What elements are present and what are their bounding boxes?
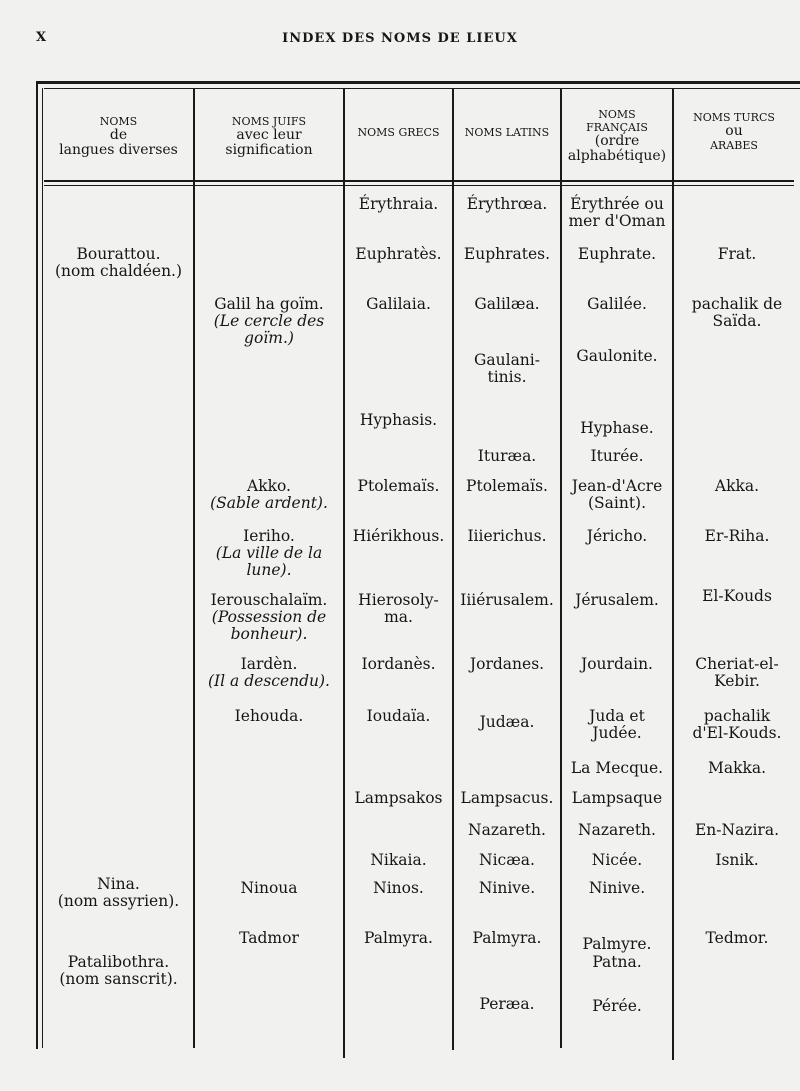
place-name: Galil ha goïm. [214, 295, 324, 313]
place-name: Lampsacus. [460, 789, 554, 807]
column-header-greek [345, 96, 452, 168]
column-header-french [562, 96, 672, 176]
table-cell-french [562, 296, 672, 313]
column-divider [452, 88, 454, 1050]
table-top-rule [38, 81, 800, 84]
table-cell-latin [454, 880, 560, 897]
place-name: Galilaia. [366, 295, 431, 313]
name-meaning: (La ville de la [215, 544, 323, 562]
table-cell-latin [454, 196, 560, 213]
place-name: Nazareth. [468, 821, 546, 839]
table-cell-greek [345, 790, 452, 807]
header-line: signification [225, 141, 313, 158]
table-cell-french [562, 998, 672, 1015]
table-cell-arab [674, 296, 800, 330]
name-meaning: lune). [246, 561, 292, 579]
table-cell-latin [454, 996, 560, 1013]
table-cell-greek [345, 656, 452, 673]
table-cell-jewish [195, 930, 343, 947]
place-name: (Saint). [587, 494, 647, 512]
column-header-jewish [195, 96, 343, 176]
place-name: Nicæa. [479, 851, 535, 869]
table-cell-latin [454, 528, 560, 545]
place-name: Euphrates. [463, 245, 551, 263]
table-cell-latin [454, 714, 560, 731]
place-name: Hyphasis. [359, 411, 438, 429]
table-cell-arab [674, 246, 800, 263]
table-cell-french [562, 880, 672, 897]
table-cell-french [562, 852, 672, 869]
table-cell-jewish [195, 528, 343, 579]
page-number: X [36, 30, 48, 45]
table-cell-french [562, 822, 672, 839]
table-cell-latin [454, 448, 560, 465]
place-name: Nikaia. [370, 851, 427, 869]
place-name: Isnik. [715, 851, 759, 869]
place-name: Judée. [592, 724, 642, 742]
header-line: NOMS LATINS [464, 125, 550, 139]
table-cell-french [562, 656, 672, 673]
table-cell-greek [345, 196, 452, 213]
table-cell-diverse [44, 954, 193, 988]
table-cell-jewish [195, 656, 343, 690]
name-meaning: bonheur). [230, 625, 308, 643]
table-cell-french [562, 592, 672, 609]
place-name: Bourattou. [76, 245, 161, 263]
table-cell-arab [674, 760, 800, 777]
place-name: En-Nazira. [694, 821, 780, 839]
place-name: Jean-d'Acre [571, 477, 663, 495]
header-line: avec leur [236, 126, 302, 143]
table-cell-greek [345, 478, 452, 495]
header-line: langues diverses [59, 141, 178, 158]
table-cell-arab [674, 708, 800, 742]
place-name: Jérusalem. [575, 591, 659, 609]
table-cell-latin [454, 822, 560, 839]
table-cell-greek [345, 880, 452, 897]
table-cell-greek [345, 930, 452, 947]
place-name: Akko. [247, 477, 291, 495]
place-name: Ptolemaïs. [466, 477, 548, 495]
place-name: Euphrate. [577, 245, 657, 263]
column-header-diverse [44, 96, 193, 176]
header-line: ARABES [710, 138, 758, 152]
place-name: Iturée. [590, 447, 644, 465]
name-meaning: goïm.) [244, 329, 294, 347]
table-cell-greek [345, 708, 452, 725]
place-name: La Mecque. [570, 759, 664, 777]
place-name: Jourdain. [581, 655, 653, 673]
place-name: Iehouda. [234, 707, 304, 725]
place-name: Cheriat-el- [695, 655, 779, 673]
header-bottom-rule [44, 180, 794, 182]
table-cell-latin [454, 790, 560, 807]
place-name: (nom assyrien). [57, 892, 180, 910]
place-name: Ninive. [478, 879, 536, 897]
name-meaning: (Il a descendu). [208, 672, 330, 690]
table-cell-diverse [44, 876, 193, 910]
table-cell-latin [454, 656, 560, 673]
table-cell-french [562, 954, 672, 971]
place-name: tinis. [487, 368, 527, 386]
place-name: Iardèn. [240, 655, 298, 673]
header-line: NOMS JUIFS [231, 114, 307, 128]
place-name: (nom chaldéen.) [54, 262, 183, 280]
place-name: Euphratès. [355, 245, 442, 263]
table-cell-arab [674, 588, 800, 605]
header-line: ou [725, 122, 743, 139]
place-name: Tadmor [239, 929, 299, 947]
table-cell-greek [345, 296, 452, 313]
place-name: Nazareth. [578, 821, 656, 839]
place-name: Peræa. [479, 995, 535, 1013]
table-cell-arab [674, 930, 800, 947]
place-name: Nina. [97, 875, 140, 893]
place-name: El-Kouds [702, 587, 772, 605]
header-line: (ordre [594, 133, 640, 149]
column-divider [672, 88, 674, 1060]
place-name: Gaulani- [474, 351, 540, 369]
place-name: Er-Riha. [704, 527, 770, 545]
place-name: Saïda. [712, 312, 762, 330]
place-name: Jordanes. [469, 655, 545, 673]
header-line: de [109, 126, 128, 143]
column-divider [343, 88, 345, 1058]
table-cell-french [562, 420, 672, 437]
table-cell-arab [674, 852, 800, 869]
table-cell-jewish [195, 592, 343, 643]
place-name: Jéricho. [586, 527, 648, 545]
table-cell-french [562, 936, 672, 953]
table-cell-arab [674, 822, 800, 839]
place-name: Palmyre. [582, 935, 652, 953]
table-cell-arab [674, 478, 800, 495]
place-name: Galilée. [587, 295, 647, 313]
place-name: mer d'Oman [568, 212, 666, 230]
place-name: Palmyra. [364, 929, 433, 947]
table-cell-latin [454, 352, 560, 386]
place-name: Makka. [707, 759, 767, 777]
place-name: Hiérikhous. [352, 527, 445, 545]
table-cell-french [562, 478, 672, 512]
place-name: Nicée. [591, 851, 643, 869]
table-cell-jewish [195, 478, 343, 512]
table-cell-greek [345, 528, 452, 545]
table-cell-french [562, 246, 672, 263]
table-cell-french [562, 348, 672, 365]
place-name: Érythrœa. [466, 195, 548, 213]
place-name: Patna. [592, 953, 642, 971]
table-cell-greek [345, 412, 452, 429]
place-name: Palmyra. [472, 929, 542, 947]
place-name: Ituræa. [477, 447, 537, 465]
place-name: pachalik [703, 707, 771, 725]
column-header-arab [674, 96, 794, 166]
table-cell-diverse [44, 246, 193, 280]
column-header-latin [454, 96, 560, 168]
column-divider [560, 88, 562, 1048]
place-name: Patalibothra. [67, 953, 170, 971]
place-name: Iiierichus. [467, 527, 547, 545]
table-cell-greek [345, 246, 452, 263]
name-meaning: (Possession de [211, 608, 327, 626]
table-cell-jewish [195, 880, 343, 897]
place-name: Érythraia. [358, 195, 439, 213]
header-line: FRANÇAIS [586, 121, 648, 134]
table-cell-french [562, 708, 672, 742]
table-cell-latin [454, 852, 560, 869]
table-cell-greek [345, 592, 452, 626]
name-meaning: (Le cercle des [213, 312, 325, 330]
table-cell-latin [454, 592, 560, 609]
place-name: Tedmor. [705, 929, 769, 947]
place-name: Ieriho. [243, 527, 295, 545]
table-cell-arab [674, 528, 800, 545]
place-name: Gaulonite. [576, 347, 658, 365]
table-cell-french [562, 196, 672, 230]
name-meaning: (Sable ardent). [210, 494, 328, 512]
place-name: Akka. [714, 477, 760, 495]
place-name: Kebir. [714, 672, 760, 690]
place-name: Ninive. [588, 879, 646, 897]
place-name: Ninoua [240, 879, 298, 897]
place-name: Érythrée ou [570, 195, 664, 213]
frame-left-inner [42, 88, 43, 1048]
place-name: Lampsakos [354, 789, 443, 807]
place-name: (nom sanscrit). [59, 970, 178, 988]
place-name: Ninos. [373, 879, 424, 897]
place-name: Hyphase. [580, 419, 654, 437]
place-name: Frat. [717, 245, 757, 263]
table-cell-french [562, 760, 672, 777]
table-cell-jewish [195, 708, 343, 725]
header-line: NOMS TURCS [693, 110, 775, 124]
table-cell-french [562, 448, 672, 465]
table-cell-french [562, 528, 672, 545]
place-name: Judæa. [479, 713, 535, 731]
table-cell-arab [674, 656, 800, 690]
header-bottom-rule-inner [44, 185, 794, 186]
table-cell-latin [454, 246, 560, 263]
table-cell-latin [454, 296, 560, 313]
place-name: Lampsaque [571, 789, 663, 807]
table-cell-greek [345, 852, 452, 869]
place-name: Ioudaïa. [366, 707, 431, 725]
place-name: pachalik de [691, 295, 783, 313]
table-cell-latin [454, 478, 560, 495]
place-name: d'El-Kouds. [692, 724, 782, 742]
table-cell-jewish [195, 296, 343, 347]
place-name: Ierouschalaïm. [210, 591, 328, 609]
place-name: Ptolemaïs. [357, 477, 440, 495]
header-line: NOMS GRECS [357, 125, 440, 139]
place-name: Hierosoly- [358, 591, 439, 609]
header-line: alphabétique) [567, 148, 667, 164]
place-name: Pérée. [592, 997, 642, 1015]
place-name: Juda et [589, 707, 645, 725]
place-name: ma. [384, 608, 413, 626]
table-top-rule-inner [44, 88, 800, 89]
place-name: Iiiérusalem. [460, 591, 554, 609]
place-name: Iordanès. [361, 655, 436, 673]
frame-left-outer [36, 81, 38, 1049]
header-line: NOMS [99, 114, 138, 128]
page-title: INDEX DES NOMS DE LIEUX [282, 31, 518, 46]
table-cell-french [562, 790, 672, 807]
header-line: NOMS [598, 108, 636, 121]
place-name: Galilæa. [474, 295, 540, 313]
table-cell-latin [454, 930, 560, 947]
